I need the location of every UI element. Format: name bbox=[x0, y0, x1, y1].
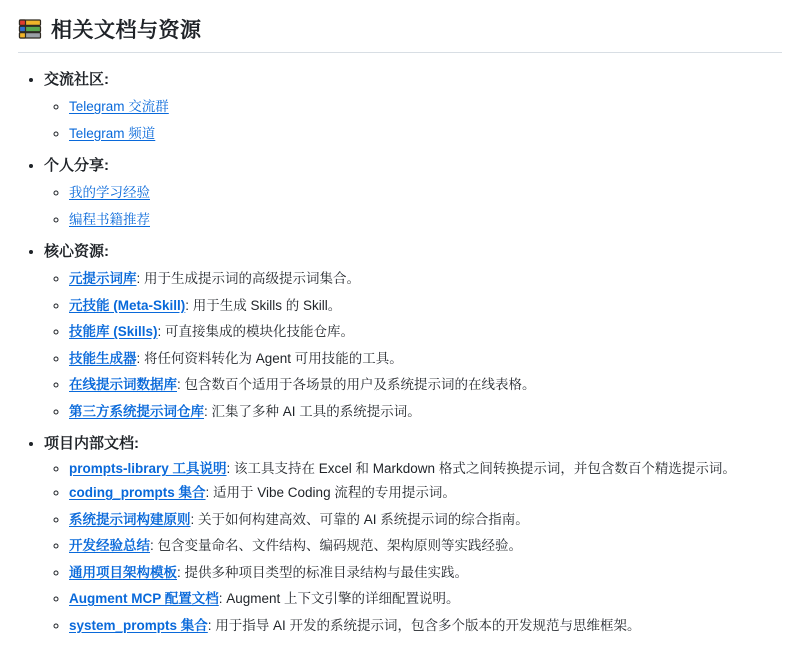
resource-link[interactable]: 在线提示词数据库 bbox=[69, 377, 177, 392]
resource-group bbox=[44, 153, 782, 233]
list-item bbox=[69, 507, 782, 534]
list-item bbox=[69, 121, 782, 148]
resource-link[interactable]: 元提示词库 bbox=[69, 271, 137, 286]
list-item bbox=[69, 399, 782, 426]
resource-desc: : 可直接集成的模块化技能仓库。 bbox=[157, 324, 355, 339]
page-title-row bbox=[18, 14, 782, 53]
resource-link[interactable]: 技能库 (Skills) bbox=[69, 324, 158, 339]
resource-desc: : 包含变量命名、文件结构、编码规范、架构原则等实践经验。 bbox=[150, 538, 523, 553]
resource-group bbox=[44, 431, 782, 639]
list-item bbox=[69, 533, 782, 560]
list-item bbox=[69, 293, 782, 320]
list-item bbox=[69, 207, 782, 234]
resource-desc: : 包含数百个适用于各场景的用户及系统提示词的在线表格。 bbox=[177, 377, 536, 392]
resource-group-list bbox=[18, 67, 782, 639]
list-item bbox=[69, 458, 782, 480]
resource-desc: : 用于生成提示词的高级提示词集合。 bbox=[136, 271, 361, 286]
resource-desc: : 关于如何构建高效、可靠的 AI 系统提示词的综合指南。 bbox=[190, 511, 529, 527]
list-item bbox=[69, 586, 782, 613]
resource-link[interactable]: Telegram 频道 bbox=[69, 125, 156, 141]
resource-desc: : 将任何资料转化为 Agent 可用技能的工具。 bbox=[136, 350, 403, 366]
resource-link[interactable]: 第三方系统提示词仓库 bbox=[69, 403, 204, 419]
resource-link[interactable]: 通用项目架构模板 bbox=[69, 564, 177, 580]
resource-desc: : Augment 上下文引擎的详细配置说明。 bbox=[218, 591, 460, 606]
resource-item-list bbox=[44, 458, 782, 639]
list-item bbox=[69, 346, 782, 373]
resource-item-list bbox=[44, 180, 782, 233]
resource-link[interactable]: 系统提示词构建原则 bbox=[69, 511, 191, 527]
resource-desc: : 用于生成 Skills 的 Skill。 bbox=[185, 297, 342, 313]
list-item bbox=[69, 180, 782, 207]
resource-desc: : 适用于 Vibe Coding 流程的专用提示词。 bbox=[205, 485, 456, 500]
group-label: 核心资源: bbox=[44, 243, 109, 260]
resource-item-list bbox=[44, 266, 782, 425]
group-label: 交流社区: bbox=[44, 71, 109, 88]
page-title: 相关文档与资源 bbox=[51, 19, 202, 42]
resource-link[interactable]: system_prompts 集合 bbox=[69, 617, 208, 633]
list-item bbox=[69, 266, 782, 293]
resource-link[interactable]: 技能生成器 bbox=[69, 350, 137, 366]
resource-desc: : 用于指导 AI 开发的系统提示词，包含多个版本的开发规范与思维框架。 bbox=[207, 617, 641, 633]
list-item bbox=[69, 94, 782, 121]
resource-link[interactable]: 编程书籍推荐 bbox=[69, 211, 150, 227]
resource-item-list bbox=[44, 94, 782, 147]
resource-link[interactable]: prompts-library 工具说明 bbox=[69, 461, 227, 476]
book-stack-icon bbox=[18, 17, 42, 41]
resource-desc: : 汇集了多种 AI 工具的系统提示词。 bbox=[204, 403, 421, 419]
resource-group bbox=[44, 67, 782, 147]
resource-desc: : 该工具支持在 Excel 和 Markdown 格式之间转换提示词，并包含数百个精选提示词。 bbox=[226, 461, 736, 476]
list-item bbox=[69, 480, 782, 507]
group-label: 个人分享: bbox=[44, 157, 109, 174]
resource-link[interactable]: Augment MCP 配置文档 bbox=[69, 591, 219, 606]
group-label: 项目内部文档: bbox=[44, 435, 139, 452]
list-item bbox=[69, 613, 782, 640]
resource-link[interactable]: Telegram 交流群 bbox=[69, 99, 169, 114]
list-item bbox=[69, 560, 782, 587]
list-item bbox=[69, 372, 782, 399]
resource-group bbox=[44, 239, 782, 425]
resource-link[interactable]: 开发经验总结 bbox=[69, 538, 150, 553]
list-item bbox=[69, 319, 782, 346]
resource-link[interactable]: coding_prompts 集合 bbox=[69, 485, 206, 500]
resource-desc: : 提供多种项目类型的标准目录结构与最佳实践。 bbox=[177, 564, 469, 580]
resource-link[interactable]: 元技能 (Meta-Skill) bbox=[69, 297, 186, 313]
resource-link[interactable]: 我的学习经验 bbox=[69, 185, 150, 200]
